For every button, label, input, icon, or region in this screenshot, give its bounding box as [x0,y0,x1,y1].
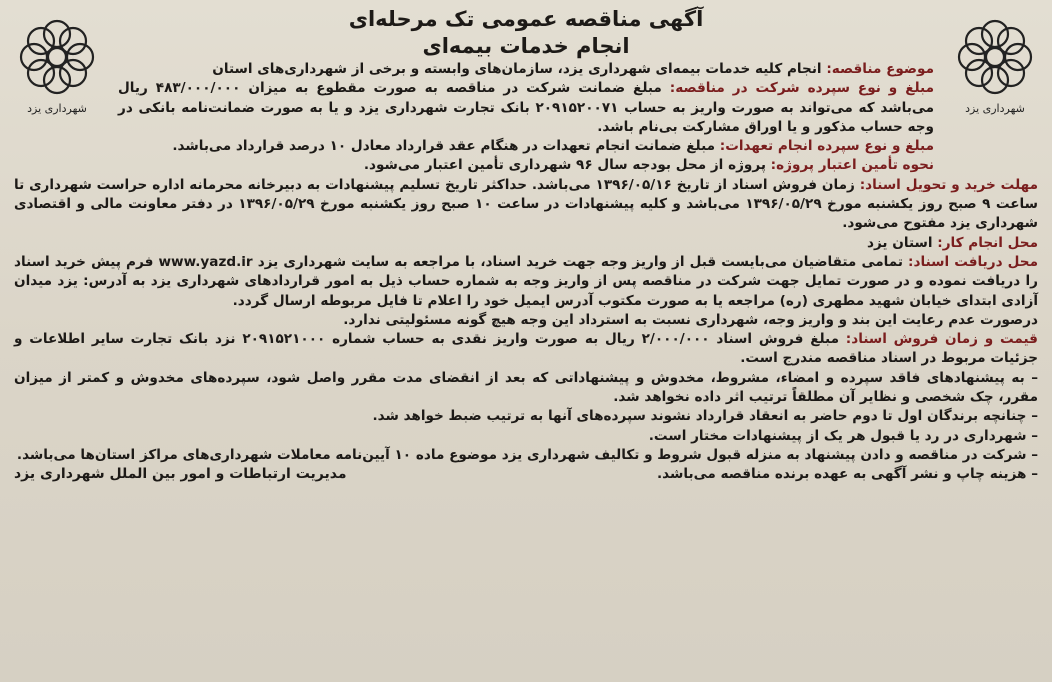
guarantee-paragraph [118,79,934,137]
notice-title [14,6,1038,60]
guarantee-label: مبلغ و نوع سپرده شرکت در مناقصه: [669,80,934,97]
performance-label: مبلغ و نوع سپرده انجام تعهدات: [719,138,934,155]
logo-caption: شهرداری یزد [965,102,1025,115]
location-text: استان یزد [866,234,933,251]
price-paragraph [14,330,1038,369]
disclaimer-paragraph: درصورت عدم رعایت این بند و واریز وجه، شهرداری نسبت به استرداد این وجه هیچ گونه مسئولیتی ندارد. [343,311,1038,328]
deadline-paragraph [14,176,1038,234]
guarantee-text: مبلغ ضمانت شرکت در مناقصه به صورت مقطوع به میزان ۴۸۳/۰۰۰/۰۰۰ ریال می‌باشد که می‌تواند به صورت واریز به حساب ۲۰۹۱۵۲۰۰۷۱ بانک تجارت شهرداری یزد و یا به صورت ضمانت‌نامه بانکی در وجه حساب مذکور و یا اوراق مشارکت بی‌نام باشد. [118,80,934,135]
notice-body [14,60,1038,485]
subject-paragraph [118,60,934,79]
location-paragraph [14,234,1038,253]
flower-emblem-icon [952,14,1038,100]
footer-signature: مدیریت ارتباطات و امور بین الملل شهرداری یزد [14,466,347,483]
subject-text: انجام کلیه خدمات بیمه‌ای شهرداری یزد، سازمان‌های وابسته و برخی از شهرداری‌های استان [212,61,822,77]
subject-label: موضوع مناقصه: [826,61,934,77]
deadline-label: مهلت خرید و تحویل اسناد: [859,176,1039,193]
bullet-item: – شهرداری در رد یا قبول هر یک از پیشنهادات مختار است. [14,427,1038,446]
receive-paragraph [14,253,1038,311]
bullet-item: – چنانچه برندگان اول تا دوم حاضر به انعقاد قرارداد نشوند سپرده‌های آنها به ترتیب ضبط خواهد شد. [14,407,1038,426]
flower-emblem-icon [14,14,100,100]
deadline-text: زمان فروش اسناد از تاریخ ۱۳۹۶/۰۵/۱۶ می‌باشد. حداکثر تاریخ تسلیم پیشنهادات به دبیرخانه محرمانه اداره حراست شهرداری تا ساعت ۹ صبح روز یکشنبه مورخ ۱۳۹۶/۰۵/۲۹ می‌باشد و کلیه پیشنهادات در ساعت ۱۰ صبح روز یکشنبه مورخ ۱۳۹۶/۰۵/۲۹ در دفتر معاونت مالی و اقتصادی شهرداری یزد مفتوح می‌شود. [14,176,1038,232]
footer-row [14,465,1038,484]
logo-caption: شهرداری یزد [27,102,87,115]
title-line-2: انجام خدمات بیمه‌ای [422,34,630,58]
funding-paragraph [118,156,934,175]
yazd-municipality-logo-left [14,14,100,130]
yazd-municipality-logo-right [952,14,1038,130]
bullet-item: – هزینه چاپ و نشر آگهی به عهده برنده مناقصه می‌باشد. [657,465,1038,484]
performance-text: مبلغ ضمانت انجام تعهدات در هنگام عقد قرارداد معادل ۱۰ درصد قرارداد می‌باشد. [172,138,716,155]
price-text: مبلغ فروش اسناد ۲/۰۰۰/۰۰۰ ریال به صورت واریز نقدی به حساب شماره ۲۰۹۱۵۲۱۰۰۰ نزد بانک تجارت سایر اطلاعات و جزئیات مربوط در اسناد مناقصه مندرج است. [14,331,1038,367]
receive-text: تمامی متقاضیان می‌بایست قبل از واریز وجه جهت خرید اسناد، با مراجعه به سایت شهرداری یزد www.yazd.ir فرم پیش خرید اسناد را دریافت نموده و در صورت تمایل جهت شرکت در مناقصه پس از واریز وجه به شماره حساب ذیل به امور قراردادهای شهرداری یزد به آدرس: یزد میدان آزادی ابتدای خیابان شهید مطهری (ره) مراجعه یا به صورت مکتوب آدرس ایمیل خود را اعلام تا فایل مربوطه ارسال گردد. [14,253,1038,309]
funding-text: پروژه از محل بودجه سال ۹۶ شهرداری تأمین اعتبار می‌شود. [363,157,766,174]
price-label: قیمت و زمان فروش اسناد: [845,331,1038,348]
bullet-item: – شرکت در مناقصه و دادن پیشنهاد به منزله قبول شروط و تکالیف شهرداری یزد موضوع ماده ۱۰ آیین‌نامه معاملات شهرداری‌های مراکز استان‌ها می‌باشد. [14,446,1038,465]
receive-label: محل دریافت اسناد: [908,253,1038,270]
funding-label: نحوه تأمین اعتبار پروژه: [770,157,934,174]
performance-paragraph [118,137,934,156]
title-line-1: آگهی مناقصه عمومی تک مرحله‌ای [348,7,704,31]
notice-head-block [118,60,934,176]
bullet-item: – به پیشنهادهای فاقد سپرده و امضاء، مشروط، مخدوش و پیشنهاداتی که بعد از انقضای مدت مقرر واصل شود، سپرده‌های مخدوش و کمتر از میزان مقرر، چک شخصی و نظایر آن مطلقاً ترتیب اثر داده نخواهد شد. [14,369,1038,408]
location-label: محل انجام کار: [937,234,1038,251]
